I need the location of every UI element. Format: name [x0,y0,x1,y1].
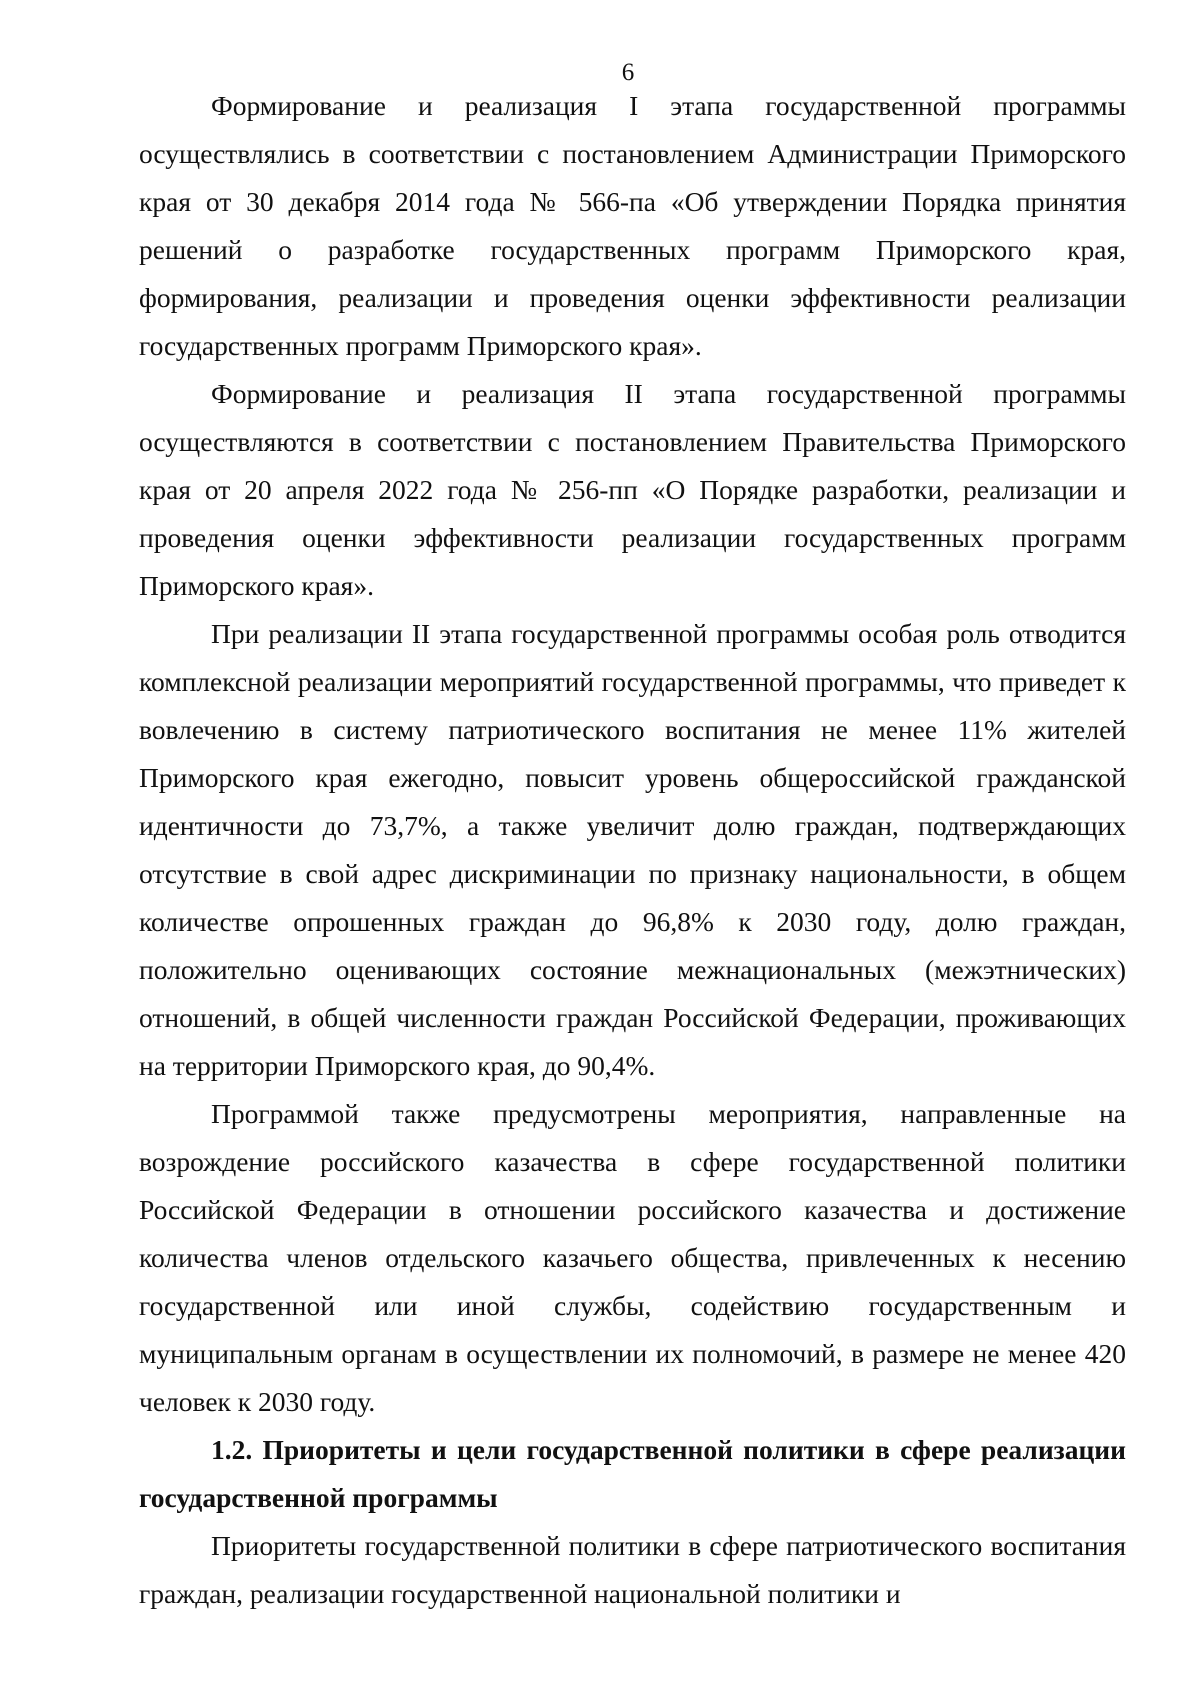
section-heading: 1.2. Приоритеты и цели государственной политики в сфере реализации государственной программы [139,1434,1126,1513]
paragraph-stage-two: Формирование и реализация II этапа государственной программы осуществляются в соответствии с постановлением Правительства Приморского края от 20 апреля 2022 года № 256-пп «О Порядке разработки, реализации и проведения оценки эффективности реализации государственных программ Приморского края». [139,378,1126,601]
paragraph-stage-one: Формирование и реализация I этапа государственной программы осуществлялись в соответствии с постановлением Администрации Приморского края от 30 декабря 2014 года № 566-па «Об утверждении Порядка принятия решений о разработке государственных программ Приморского края, формирования, реализации и проведения оценки эффективности реализации государственных программ Приморского края». [139,90,1126,361]
document-body [139,82,1126,1618]
paragraph-implementation-goals: При реализации II этапа государственной программы особая роль отводится комплексной реализации мероприятий государственной программы, что приведет к вовлечению в систему патриотического воспитания не менее 11% жителей Приморского края ежегодно, повысит уровень общероссийской гражданской идентичности до 73,7%, а также увеличит долю граждан, подтверждающих отсутствие в свой адрес дискриминации по признаку национальности, в общем количестве опрошенных граждан до 96,8% к 2030 году, долю граждан, положительно оценивающих состояние межнациональных (межэтнических) отношений, в общей численности граждан Российской Федерации, проживающих на территории Приморского края, до 90,4%. [139,618,1126,1081]
paragraph-cossacks: Программой также предусмотрены мероприятия, направленные на возрождение российского казачества в сфере государственной политики Российской Федерации в отношении российского казачества и достижение количества членов отдельского казачьего общества, привлеченных к несению государственной или иной службы, содействию государственным и муниципальным органам в осуществлении их полномочий, в размере не менее 420 человек к 2030 году. [139,1098,1126,1417]
paragraph-priorities: Приоритеты государственной политики в сфере патриотического воспитания граждан, реализации государственной национальной политики и [139,1530,1126,1609]
page-number: 6 [621,59,635,86]
